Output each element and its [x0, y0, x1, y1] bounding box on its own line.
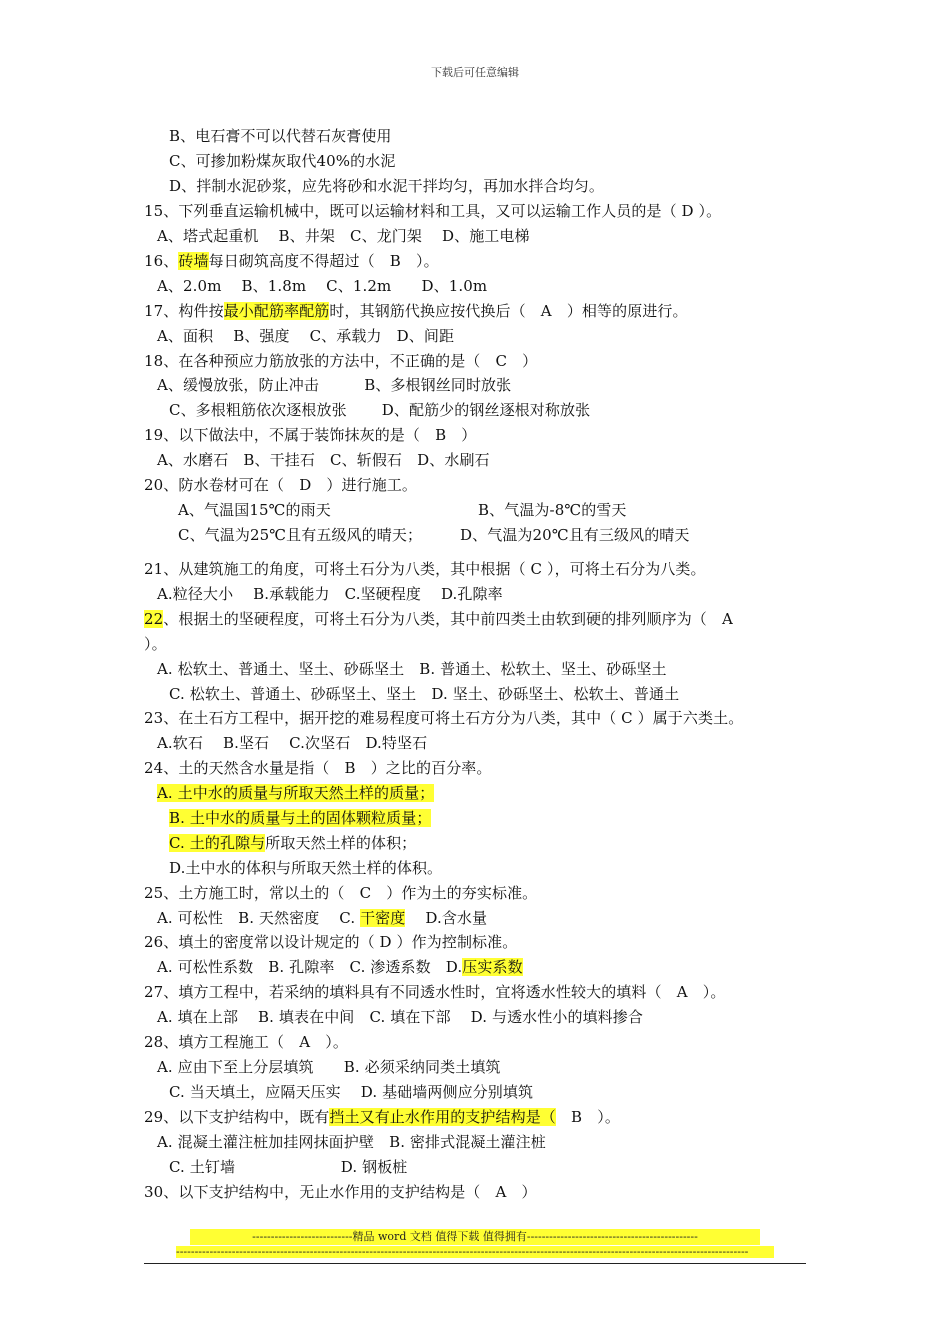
text-line [144, 301, 688, 321]
text-line: D、拌制水泥砂浆，应先将砂和水泥干拌均匀，再加水拌合均匀。 [169, 177, 604, 195]
text-line: 19、以下做法中，不属于装饰抹灰的是（ B ） [144, 426, 477, 444]
text-line: 23、在土石方工程中，据开挖的难易程度可将土石方分为八类，其中（ C ）属于六类土。 [144, 709, 744, 727]
text-line: A、水磨石 B、干挂石 C、斩假石 D、水刷石 [157, 451, 490, 469]
text-line: A、气温国15℃的雨天 [178, 501, 331, 519]
text-line: D.土中水的体积与所取天然土样的体积。 [169, 859, 443, 877]
line-text: 、根据土的坚硬程度，可将土石分为八类，其中前四类土由软到硬的排列顺序为（ A [163, 610, 733, 628]
text-line: C、气温为25℃且有五级风的晴天； [178, 526, 423, 544]
text-line: C、可掺加粉煤灰取代40%的水泥 [169, 152, 396, 170]
text-line: 24、土的天然含水量是指（ B ）之比的百分率。 [144, 759, 492, 777]
line-text: 所取天然土样的体积； [265, 834, 417, 852]
page-header: 下载后可任意编辑 [431, 66, 519, 79]
text-line: 20、防水卷材可在（ D ）进行施工。 [144, 476, 418, 494]
text-line: 30、以下支护结构中，无止水作用的支护结构是（ A ） [144, 1183, 537, 1201]
text-line: A、面积 B、强度 C、承载力 D、间距 [157, 327, 455, 345]
text-line: A、缓慢放张，防止冲击 B、多根钢丝同时放张 [157, 376, 512, 394]
text-line: 21、从建筑施工的角度，可将土石分为八类，其中根据（ C ），可将土石分为八类。 [144, 560, 706, 578]
line-text: A. 可松性 B. 天然密度 C. [157, 909, 361, 927]
line-text: 29、以下支护结构中，既有 [144, 1108, 330, 1126]
text-line: A. 松软土、普通土、坚土、砂砾坚土 B. 普通土、松软土、坚土、砂砾坚土 [157, 660, 667, 678]
line-text: 时，其钢筋代换应按代换后（ A ）相等的原进行。 [329, 302, 688, 320]
text-line: A.软石 B.坚石 C.次坚石 D.特坚石 [157, 734, 428, 752]
text-line: C、多根粗筋依次逐根放张 D、配筋少的钢丝逐根对称放张 [169, 401, 591, 419]
highlighted-text: 压实系数 [462, 958, 523, 976]
line-text: 每日砌筑高度不得超过（ B ）。 [208, 252, 439, 270]
footer-rule [144, 1263, 806, 1264]
highlighted-text: B. 土中水的质量与土的固体颗粒质量； [169, 809, 432, 827]
text-line [157, 783, 434, 803]
text-line: A、塔式起重机 B、井架 C、龙门架 D、施工电梯 [157, 227, 530, 245]
text-line [157, 957, 523, 977]
text-line: 26、填土的密度常以设计规定的（ D ）作为控制标准。 [144, 933, 518, 951]
text-line: 25、土方施工时，常以土的（ C ）作为土的夯实标准。 [144, 884, 538, 902]
footer-dashes: ---------------------------------------------------------------------------------------------------------------------------------------------------------- [176, 1246, 774, 1258]
text-line: A. 应由下至上分层填筑 B. 必须采纳同类土填筑 [157, 1058, 501, 1076]
text-line [169, 808, 431, 828]
highlighted-text: 最小配筋率配筋 [223, 302, 330, 320]
highlighted-text: 干密度 [360, 909, 406, 927]
line-text: 17、构件按 [144, 302, 224, 320]
text-line [144, 1107, 620, 1127]
text-line [144, 609, 733, 629]
text-line: A.粒径大小 B.承载能力 C.坚硬程度 D.孔隙率 [157, 585, 503, 603]
highlighted-text: A. 土中水的质量与所取天然土样的质量； [157, 784, 435, 802]
text-line [169, 833, 416, 853]
text-line: ）。 [144, 635, 167, 653]
highlighted-text: 挡土又有止水作用的支护结构是（ [329, 1108, 556, 1126]
text-line: D、气温为20℃且有三级风的晴天 [460, 526, 690, 544]
footer-banner: ---------------------------精品 word 文档 值得下载 值得拥有---------------------------------------------- [190, 1229, 760, 1245]
text-line [157, 908, 487, 928]
highlighted-text: 砖墙 [178, 252, 209, 270]
text-line: C. 当天填土，应隔天压实 D. 基础墙两侧应分别填筑 [169, 1083, 534, 1101]
text-line: B、气温为-8℃的雪天 [478, 501, 627, 519]
highlighted-text: 22 [144, 610, 164, 628]
line-text: D.含水量 [405, 909, 488, 927]
line-text: 16、 [144, 252, 179, 270]
text-line [144, 251, 439, 271]
highlighted-text: C. 土的孔隙与 [169, 834, 266, 852]
text-line: A. 填在上部 B. 填表在中间 C. 填在下部 D. 与透水性小的填料掺合 [157, 1008, 643, 1026]
line-text: B ）。 [555, 1108, 620, 1126]
line-text: A. 可松性系数 B. 孔隙率 C. 渗透系数 D. [157, 958, 463, 976]
text-line: A、2.0m B、1.8m C、1.2m D、1.0m [157, 277, 488, 295]
text-line: 27、填方工程中，若采纳的填料具有不同透水性时，宜将透水性较大的填料（ A ）。 [144, 983, 726, 1001]
text-line: C. 松软土、普通土、砂砾坚土、坚土 D. 坚土、砂砾坚土、松软土、普通土 [169, 685, 680, 703]
text-line: B、电石膏不可以代替石灰膏使用 [169, 127, 392, 145]
text-line: 28、填方工程施工（ A ）。 [144, 1033, 348, 1051]
text-line: 15、下列垂直运输机械中，既可以运输材料和工具，又可以运输工作人员的是（ D ）。 [144, 202, 722, 220]
text-line: C. 土钉墙 D. 钢板桩 [169, 1158, 408, 1176]
text-line: 18、在各种预应力筋放张的方法中，不正确的是（ C ） [144, 352, 538, 370]
text-line: A. 混凝土灌注桩加挂网抹面护壁 B. 密排式混凝土灌注桩 [157, 1133, 546, 1151]
